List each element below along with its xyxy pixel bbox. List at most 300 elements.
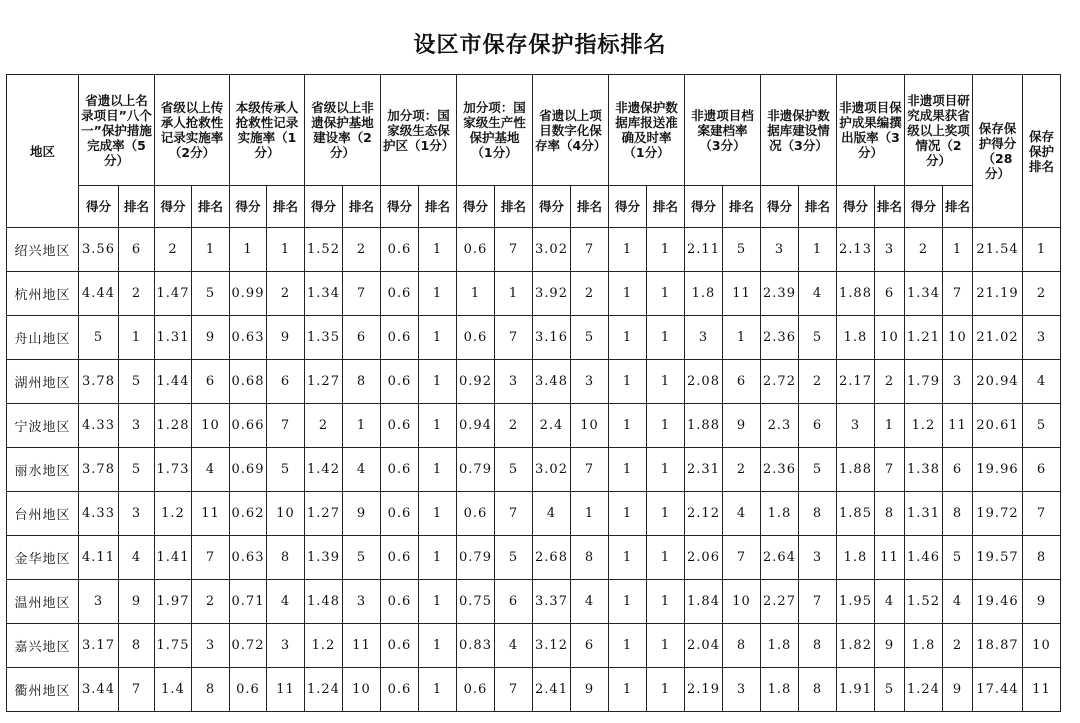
score-subheader bbox=[905, 186, 943, 228]
rank-cell: 4 bbox=[343, 448, 381, 492]
score-cell: 0.6 bbox=[381, 316, 419, 360]
indicator-header-7-label: 省遗以上项目数字化保存率（4分） bbox=[535, 107, 607, 153]
rank-cell: 8 bbox=[723, 624, 761, 668]
total-rank-cell: 7 bbox=[1023, 492, 1061, 536]
score-cell: 1 bbox=[609, 492, 647, 536]
rank-cell: 9 bbox=[875, 624, 905, 668]
score-subheader-label: 得分 bbox=[85, 199, 111, 214]
rank-cell: 5 bbox=[723, 228, 761, 272]
rank-cell: 11 bbox=[343, 624, 381, 668]
score-cell: 0.6 bbox=[457, 316, 495, 360]
score-cell: 1.2 bbox=[305, 624, 343, 668]
rank-cell: 9 bbox=[192, 316, 230, 360]
score-cell: 0.72 bbox=[230, 624, 267, 668]
rank-cell: 1 bbox=[647, 360, 685, 404]
score-cell: 1.8 bbox=[685, 272, 723, 316]
rank-subheader-label: 排名 bbox=[272, 199, 298, 214]
rank-cell: 5 bbox=[943, 536, 973, 580]
rank-cell: 5 bbox=[119, 360, 155, 404]
rank-cell: 1 bbox=[647, 404, 685, 448]
rank-cell: 6 bbox=[267, 360, 305, 404]
rank-cell: 5 bbox=[875, 668, 905, 712]
rank-cell: 4 bbox=[799, 272, 837, 316]
rank-cell: 3 bbox=[192, 624, 230, 668]
score-cell: 1.82 bbox=[837, 624, 875, 668]
rank-subheader bbox=[119, 186, 155, 228]
score-cell: 0.6 bbox=[381, 492, 419, 536]
rank-cell: 5 bbox=[495, 536, 533, 580]
indicator-header-1 bbox=[79, 75, 155, 186]
rank-cell: 7 bbox=[495, 316, 533, 360]
rank-subheader-label: 排名 bbox=[877, 199, 903, 214]
rank-cell: 3 bbox=[723, 668, 761, 712]
score-cell: 2.12 bbox=[685, 492, 723, 536]
rank-cell: 8 bbox=[943, 492, 973, 536]
score-cell: 2.41 bbox=[533, 668, 571, 712]
rank-subheader-label: 排名 bbox=[652, 199, 678, 214]
score-cell: 1.79 bbox=[905, 360, 943, 404]
rank-cell: 3 bbox=[495, 360, 533, 404]
score-subheader bbox=[533, 186, 571, 228]
score-cell: 0.6 bbox=[381, 624, 419, 668]
score-subheader-label: 得分 bbox=[235, 199, 261, 214]
score-cell: 0.6 bbox=[230, 668, 267, 712]
rank-cell: 9 bbox=[723, 404, 761, 448]
indicator-header-10 bbox=[761, 75, 837, 186]
rank-cell: 6 bbox=[943, 448, 973, 492]
rank-cell: 8 bbox=[799, 624, 837, 668]
score-cell: 3.44 bbox=[79, 668, 119, 712]
rank-cell: 7 bbox=[723, 536, 761, 580]
score-cell: 2.27 bbox=[761, 580, 799, 624]
score-cell: 1.35 bbox=[305, 316, 343, 360]
score-cell: 1.39 bbox=[305, 536, 343, 580]
rank-cell: 4 bbox=[495, 624, 533, 668]
table-row bbox=[7, 404, 1061, 448]
rank-cell: 10 bbox=[267, 492, 305, 536]
score-cell: 1 bbox=[609, 448, 647, 492]
score-cell: 1.8 bbox=[837, 316, 875, 360]
rank-cell: 11 bbox=[723, 272, 761, 316]
rank-cell: 1 bbox=[875, 404, 905, 448]
total-rank-cell: 5 bbox=[1023, 404, 1061, 448]
rank-cell: 1 bbox=[647, 624, 685, 668]
score-cell: 1.75 bbox=[155, 624, 192, 668]
score-cell: 0.68 bbox=[230, 360, 267, 404]
rank-cell: 1 bbox=[419, 492, 457, 536]
score-cell: 1 bbox=[609, 624, 647, 668]
rank-cell: 7 bbox=[343, 272, 381, 316]
score-subheader-label: 得分 bbox=[462, 199, 488, 214]
score-subheader-label: 得分 bbox=[690, 199, 716, 214]
rank-cell: 10 bbox=[343, 668, 381, 712]
rank-cell: 11 bbox=[875, 536, 905, 580]
rank-cell: 1 bbox=[647, 228, 685, 272]
score-cell: 3.02 bbox=[533, 228, 571, 272]
rank-subheader-label: 排名 bbox=[945, 199, 971, 214]
score-cell: 2.3 bbox=[761, 404, 799, 448]
score-cell: 0.83 bbox=[457, 624, 495, 668]
rank-subheader bbox=[495, 186, 533, 228]
total-rank-cell: 8 bbox=[1023, 536, 1061, 580]
score-cell: 1.8 bbox=[761, 492, 799, 536]
score-cell: 1.84 bbox=[685, 580, 723, 624]
rank-cell: 10 bbox=[875, 316, 905, 360]
score-cell: 1.21 bbox=[905, 316, 943, 360]
score-cell: 1.73 bbox=[155, 448, 192, 492]
rank-cell: 7 bbox=[192, 536, 230, 580]
score-cell: 0.79 bbox=[457, 448, 495, 492]
rank-subheader bbox=[192, 186, 230, 228]
total-rank-cell: 2 bbox=[1023, 272, 1061, 316]
score-cell: 0.6 bbox=[457, 228, 495, 272]
score-cell: 3.78 bbox=[79, 360, 119, 404]
score-cell: 0.6 bbox=[381, 404, 419, 448]
score-cell: 4.44 bbox=[79, 272, 119, 316]
score-cell: 0.94 bbox=[457, 404, 495, 448]
total-score-cell: 19.46 bbox=[973, 580, 1023, 624]
rank-cell: 3 bbox=[875, 228, 905, 272]
total-score-cell: 21.02 bbox=[973, 316, 1023, 360]
score-cell: 2 bbox=[305, 404, 343, 448]
rank-cell: 3 bbox=[343, 580, 381, 624]
score-cell: 1.4 bbox=[155, 668, 192, 712]
score-subheader-label: 得分 bbox=[538, 199, 564, 214]
rank-cell: 8 bbox=[799, 492, 837, 536]
score-cell: 0.6 bbox=[381, 668, 419, 712]
total-rank-cell: 10 bbox=[1023, 624, 1061, 668]
rank-cell: 9 bbox=[119, 580, 155, 624]
rank-cell: 4 bbox=[571, 580, 609, 624]
score-cell: 3.12 bbox=[533, 624, 571, 668]
table-row bbox=[7, 316, 1061, 360]
indicator-header-7 bbox=[533, 75, 609, 186]
rank-cell: 1 bbox=[419, 272, 457, 316]
rank-subheader bbox=[647, 186, 685, 228]
rank-cell: 7 bbox=[495, 492, 533, 536]
score-cell: 2.06 bbox=[685, 536, 723, 580]
rank-subheader bbox=[799, 186, 837, 228]
score-cell: 1.44 bbox=[155, 360, 192, 404]
rank-cell: 5 bbox=[571, 316, 609, 360]
rank-cell: 8 bbox=[875, 492, 905, 536]
region-header-label: 地区 bbox=[29, 143, 55, 159]
rank-subheader bbox=[723, 186, 761, 228]
score-cell: 2.08 bbox=[685, 360, 723, 404]
score-cell: 4.33 bbox=[79, 492, 119, 536]
rank-cell: 1 bbox=[119, 316, 155, 360]
rank-cell: 5 bbox=[495, 448, 533, 492]
region-cell: 舟山地区 bbox=[7, 316, 79, 360]
rank-cell: 2 bbox=[267, 272, 305, 316]
rank-cell: 9 bbox=[571, 668, 609, 712]
indicator-header-8-label: 非遗保护数据库报送准确及时率（1分） bbox=[615, 100, 678, 160]
document-title: 设区市保存保护指标排名 bbox=[413, 33, 667, 58]
rank-subheader-label: 排名 bbox=[123, 199, 149, 214]
table-row bbox=[7, 668, 1061, 712]
total-score-cell: 17.44 bbox=[973, 668, 1023, 712]
score-cell: 1.28 bbox=[155, 404, 192, 448]
rank-cell: 6 bbox=[495, 580, 533, 624]
rank-cell: 8 bbox=[192, 668, 230, 712]
score-subheader-label: 得分 bbox=[386, 199, 412, 214]
rank-cell: 6 bbox=[192, 360, 230, 404]
indicator-header-2-label: 省级以上传承人抢救性记录实施率（2分） bbox=[160, 100, 224, 160]
rank-cell: 6 bbox=[723, 360, 761, 404]
rank-cell: 1 bbox=[419, 668, 457, 712]
rank-cell: 8 bbox=[571, 536, 609, 580]
rank-cell: 2 bbox=[192, 580, 230, 624]
rank-cell: 1 bbox=[419, 228, 457, 272]
rank-cell: 9 bbox=[343, 492, 381, 536]
rank-cell: 1 bbox=[647, 448, 685, 492]
table-row bbox=[7, 624, 1061, 668]
score-cell: 3.16 bbox=[533, 316, 571, 360]
rank-cell: 1 bbox=[419, 580, 457, 624]
score-cell: 2.31 bbox=[685, 448, 723, 492]
rank-cell: 5 bbox=[192, 272, 230, 316]
total-rank-cell: 3 bbox=[1023, 316, 1061, 360]
total-rank-cell: 9 bbox=[1023, 580, 1061, 624]
rank-cell: 8 bbox=[343, 360, 381, 404]
table-row bbox=[7, 448, 1061, 492]
table-row bbox=[7, 536, 1061, 580]
score-cell: 0.79 bbox=[457, 536, 495, 580]
score-cell: 1 bbox=[609, 228, 647, 272]
table-row bbox=[7, 492, 1061, 536]
indicator-header-2 bbox=[155, 75, 230, 186]
table-row bbox=[7, 228, 1061, 272]
score-cell: 3.56 bbox=[79, 228, 119, 272]
rank-cell: 2 bbox=[343, 228, 381, 272]
score-cell: 1.34 bbox=[905, 272, 943, 316]
score-subheader bbox=[381, 186, 419, 228]
region-cell: 金华地区 bbox=[7, 536, 79, 580]
score-subheader bbox=[837, 186, 875, 228]
total-score-cell: 19.57 bbox=[973, 536, 1023, 580]
region-cell: 湖州地区 bbox=[7, 360, 79, 404]
indicator-header-8 bbox=[609, 75, 685, 186]
rank-cell: 11 bbox=[192, 492, 230, 536]
rank-subheader bbox=[343, 186, 381, 228]
rank-cell: 3 bbox=[799, 536, 837, 580]
rank-cell: 3 bbox=[267, 624, 305, 668]
rank-subheader-label: 排名 bbox=[197, 199, 223, 214]
indicator-header-12-label: 非遗项目研究成果获省级以上奖项情况（2分） bbox=[907, 92, 970, 168]
score-cell: 2.64 bbox=[761, 536, 799, 580]
indicator-header-5-label: 加分项：国家级生态保护区（1分） bbox=[383, 107, 455, 153]
score-cell: 3 bbox=[761, 228, 799, 272]
score-cell: 0.6 bbox=[457, 668, 495, 712]
rank-cell: 6 bbox=[343, 316, 381, 360]
region-cell: 台州地区 bbox=[7, 492, 79, 536]
score-cell: 3.17 bbox=[79, 624, 119, 668]
score-cell: 1.88 bbox=[837, 272, 875, 316]
score-cell: 1.88 bbox=[685, 404, 723, 448]
score-cell: 1 bbox=[609, 272, 647, 316]
total-rank-header bbox=[1023, 75, 1061, 228]
rank-cell: 9 bbox=[943, 668, 973, 712]
score-cell: 1.38 bbox=[905, 448, 943, 492]
score-cell: 1.8 bbox=[905, 624, 943, 668]
rank-cell: 6 bbox=[875, 272, 905, 316]
rank-cell: 7 bbox=[119, 668, 155, 712]
total-rank-cell: 6 bbox=[1023, 448, 1061, 492]
rank-cell: 8 bbox=[119, 624, 155, 668]
score-subheader-label: 得分 bbox=[614, 199, 640, 214]
rank-cell: 5 bbox=[119, 448, 155, 492]
score-cell: 2.36 bbox=[761, 316, 799, 360]
score-subheader bbox=[305, 186, 343, 228]
score-cell: 1.34 bbox=[305, 272, 343, 316]
score-cell: 2 bbox=[905, 228, 943, 272]
rank-cell: 1 bbox=[343, 404, 381, 448]
score-cell: 0.71 bbox=[230, 580, 267, 624]
total-score-cell: 21.19 bbox=[973, 272, 1023, 316]
rank-cell: 5 bbox=[343, 536, 381, 580]
region-header bbox=[7, 75, 79, 228]
rank-cell: 7 bbox=[571, 228, 609, 272]
rank-cell: 5 bbox=[799, 316, 837, 360]
region-cell: 杭州地区 bbox=[7, 272, 79, 316]
score-cell: 1.95 bbox=[837, 580, 875, 624]
score-cell: 0.75 bbox=[457, 580, 495, 624]
rank-cell: 1 bbox=[647, 316, 685, 360]
table-row bbox=[7, 272, 1061, 316]
rank-subheader-label: 排名 bbox=[804, 199, 830, 214]
rank-cell: 2 bbox=[119, 272, 155, 316]
rank-cell: 10 bbox=[723, 580, 761, 624]
score-cell: 1.27 bbox=[305, 492, 343, 536]
rank-cell: 1 bbox=[192, 228, 230, 272]
score-subheader-label: 得分 bbox=[160, 199, 186, 214]
total-score-cell: 19.96 bbox=[973, 448, 1023, 492]
score-cell: 1.47 bbox=[155, 272, 192, 316]
rank-subheader-label: 排名 bbox=[576, 199, 602, 214]
region-cell: 绍兴地区 bbox=[7, 228, 79, 272]
rank-cell: 6 bbox=[799, 404, 837, 448]
rank-cell: 1 bbox=[419, 360, 457, 404]
table-row bbox=[7, 360, 1061, 404]
score-cell: 1.48 bbox=[305, 580, 343, 624]
score-cell: 1 bbox=[609, 316, 647, 360]
score-cell: 1.31 bbox=[155, 316, 192, 360]
rank-subheader bbox=[875, 186, 905, 228]
indicator-header-6-label: 加分项：国家级生产性保护基地（1分） bbox=[463, 100, 526, 160]
score-cell: 2.19 bbox=[685, 668, 723, 712]
total-rank-cell: 11 bbox=[1023, 668, 1061, 712]
indicator-header-4-label: 省级以上非遗保护基地建设率（2分） bbox=[311, 100, 374, 160]
score-cell: 1.24 bbox=[905, 668, 943, 712]
rank-subheader-label: 排名 bbox=[348, 199, 374, 214]
table-row bbox=[7, 580, 1061, 624]
score-cell: 0.6 bbox=[381, 580, 419, 624]
score-subheader-label: 得分 bbox=[910, 199, 936, 214]
score-cell: 1.2 bbox=[155, 492, 192, 536]
score-cell: 1.97 bbox=[155, 580, 192, 624]
total-score-header-label: 保存保护得分（28分） bbox=[978, 121, 1017, 181]
score-cell: 1 bbox=[609, 404, 647, 448]
rank-cell: 3 bbox=[571, 360, 609, 404]
indicator-header-10-label: 非遗保护数据库建设情况（3分） bbox=[767, 107, 830, 153]
score-cell: 1 bbox=[230, 228, 267, 272]
score-cell: 3.92 bbox=[533, 272, 571, 316]
score-cell: 0.92 bbox=[457, 360, 495, 404]
ranking-table bbox=[6, 74, 1061, 712]
rank-cell: 1 bbox=[419, 624, 457, 668]
score-cell: 2.68 bbox=[533, 536, 571, 580]
score-cell: 1.41 bbox=[155, 536, 192, 580]
score-subheader bbox=[685, 186, 723, 228]
indicator-header-9-label: 非遗项目档案建档率（3分） bbox=[691, 107, 754, 153]
rank-subheader-label: 排名 bbox=[728, 199, 754, 214]
indicator-header-5 bbox=[381, 75, 457, 186]
indicator-header-9 bbox=[685, 75, 761, 186]
score-subheader bbox=[230, 186, 267, 228]
total-score-cell: 20.61 bbox=[973, 404, 1023, 448]
rank-cell: 7 bbox=[943, 272, 973, 316]
rank-cell: 3 bbox=[119, 404, 155, 448]
rank-cell: 2 bbox=[875, 360, 905, 404]
score-subheader-label: 得分 bbox=[766, 199, 792, 214]
rank-cell: 1 bbox=[647, 492, 685, 536]
score-cell: 2.39 bbox=[761, 272, 799, 316]
score-cell: 1.8 bbox=[761, 624, 799, 668]
rank-cell: 1 bbox=[495, 272, 533, 316]
score-cell: 0.6 bbox=[381, 448, 419, 492]
score-subheader bbox=[609, 186, 647, 228]
total-score-cell: 21.54 bbox=[973, 228, 1023, 272]
total-score-cell: 18.87 bbox=[973, 624, 1023, 668]
score-cell: 1.8 bbox=[837, 536, 875, 580]
rank-subheader bbox=[267, 186, 305, 228]
score-cell: 3.02 bbox=[533, 448, 571, 492]
score-cell: 1 bbox=[457, 272, 495, 316]
total-score-cell: 19.72 bbox=[973, 492, 1023, 536]
score-cell: 0.6 bbox=[457, 492, 495, 536]
rank-cell: 5 bbox=[799, 448, 837, 492]
score-cell: 1.91 bbox=[837, 668, 875, 712]
rank-cell: 7 bbox=[495, 228, 533, 272]
rank-cell: 1 bbox=[723, 316, 761, 360]
total-rank-header-label: 保存保护排名 bbox=[1028, 128, 1054, 174]
score-cell: 1 bbox=[609, 536, 647, 580]
score-cell: 1 bbox=[609, 580, 647, 624]
rank-cell: 7 bbox=[267, 404, 305, 448]
rank-cell: 7 bbox=[875, 448, 905, 492]
score-cell: 1.24 bbox=[305, 668, 343, 712]
rank-cell: 1 bbox=[799, 228, 837, 272]
score-subheader-label: 得分 bbox=[842, 199, 868, 214]
rank-cell: 2 bbox=[799, 360, 837, 404]
rank-cell: 9 bbox=[267, 316, 305, 360]
score-cell: 1.31 bbox=[905, 492, 943, 536]
score-cell: 2.72 bbox=[761, 360, 799, 404]
rank-cell: 1 bbox=[419, 316, 457, 360]
rank-subheader-label: 排名 bbox=[424, 199, 450, 214]
score-cell: 1.2 bbox=[905, 404, 943, 448]
score-cell: 3 bbox=[685, 316, 723, 360]
rank-cell: 1 bbox=[647, 272, 685, 316]
rank-cell: 4 bbox=[267, 580, 305, 624]
score-cell: 0.99 bbox=[230, 272, 267, 316]
rank-cell: 10 bbox=[192, 404, 230, 448]
score-cell: 2.11 bbox=[685, 228, 723, 272]
score-subheader bbox=[761, 186, 799, 228]
region-cell: 温州地区 bbox=[7, 580, 79, 624]
rank-cell: 1 bbox=[571, 492, 609, 536]
rank-cell: 1 bbox=[943, 228, 973, 272]
